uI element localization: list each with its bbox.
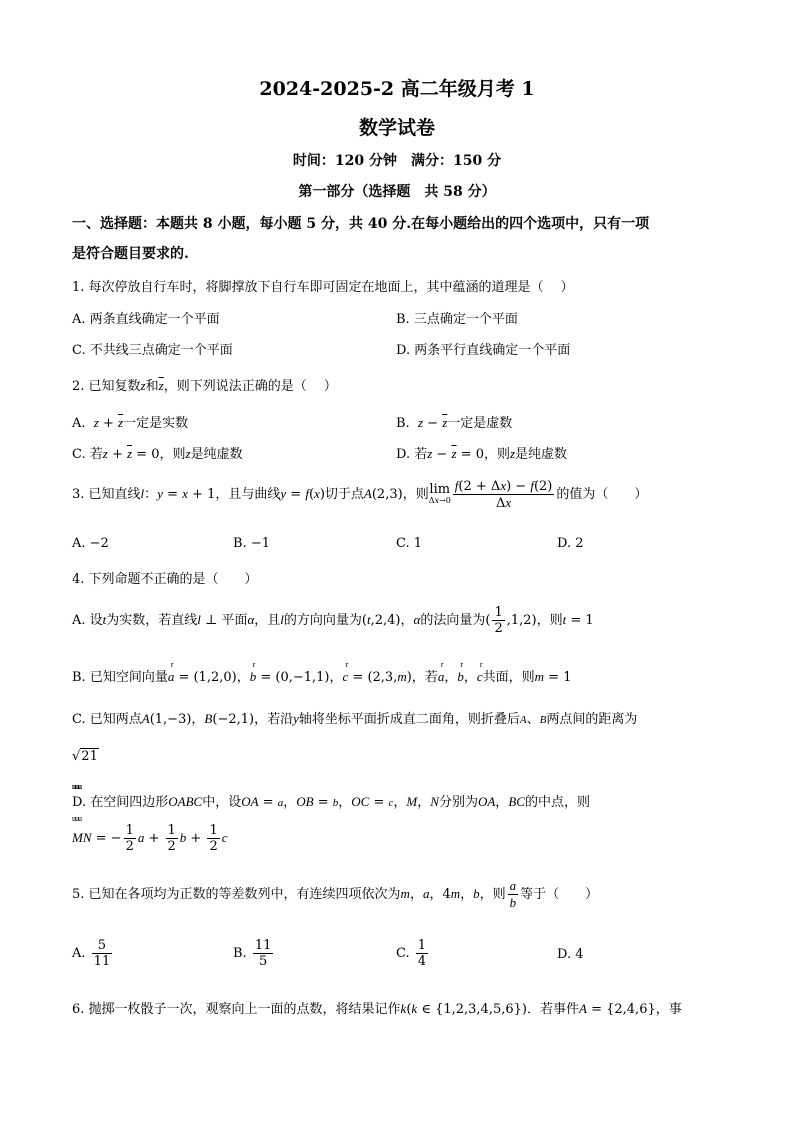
q1-option-d: D. 两条平行直线确定一个平面 [396,343,571,358]
q3-stem: 3. 已知直线l：y = x + 1，且与曲线y = f(x)切于点A(2,3)，则 lim Δx→0 $\frac{f(2 + \Delta x) - f(2)}{\Delta x}$ 的值为（ ） [72,478,648,511]
q3-option-b: B. −1 [233,536,270,551]
q4-option-c: C. 已知两点A(1,−3)，B(−2,1)，若沿y轴将坐标平面折成直二面角，则折叠后A、B两点间的距离为 [72,711,638,727]
q2-option-a: A. $z + \overline{z}$一定是实数 [72,415,189,431]
q4-option-d: D. 在空间四边形OABC中，设uuu OA = a，uuu OB = b，uuu OC = c，M，N分别为OA，BC的中点，则 [72,791,590,810]
q5-option-c: C. $\frac{1}{4}$ [396,938,427,969]
q2-option-d: D. 若$z - \overline{z} = 0$，则z是纯虚数 [396,446,568,462]
q1-stem: 1. 每次停放自行车时，将脚撑放下自行车即可固定在地面上，其中蕴涵的道理是（ ） [72,280,574,295]
part-title: 第一部分（选择题 共 58 分） [298,184,496,200]
q6-stem: 6. 抛掷一枚骰子一次，观察向上一面的点数，将结果记作k(k ∈ {1,2,3,4,5,6})．若事件A = {2,4,6}，事 [72,1001,682,1017]
q4-stem: 4. 下列命题不正确的是（ ） [72,572,258,587]
q2-option-b: B. $z - \overline{z}$一定是虚数 [396,415,513,431]
q1-option-b: B. 三点确定一个平面 [396,312,518,327]
limit-fraction: $\frac{f(2 + \Delta x) - f(2)}{\Delta x}$ [454,478,553,511]
q4-option-c-value: √21 [72,749,98,764]
section-heading-line1: 一、选择题：本题共 8 小题，每小题 5 分，共 40 分.在每小题给出的四个选项中，只有一项 [72,216,650,232]
section-heading-line2: 是符合题目要求的. [72,246,189,262]
q4-option-b: B. 已知空间向量r a = (1,2,0)，r b = (0,−1,1)，r c = (2,3,m)，若r a，r b，r c共面，则m = 1 [72,666,571,685]
limit-symbol: lim Δx→0 [428,481,451,505]
q5-option-a: A. $\frac{5}{11}$ [72,938,111,969]
q3-option-d: D. 2 [557,536,584,551]
exam-subtitle: 数学试卷 [358,117,435,139]
q4-option-d-formula: uuu MN = − $\frac{1}{2}$ a + $\frac{1}{2}$ b + $\frac{1}{2}$ c [72,823,228,854]
exam-time-info: 时间：120 分钟 满分：150 分 [292,153,502,169]
exam-title: 2024-2025-2 高二年级月考 1 [259,78,535,100]
q5-option-b: B. $\frac{11}{5}$ [233,938,272,969]
q3-option-c: C. 1 [396,536,423,551]
q4-option-a: A. 设t为实数，若直线l ⊥ 平面α，且l的方向向量为(t,2,4)，α的法向量为( $\frac{1}{2}$ ,1,2)，则t = 1 [72,605,594,636]
q3-option-a: A. −2 [72,536,109,551]
q1-option-c: C. 不共线三点确定一个平面 [72,343,233,358]
q5-option-d: D. 4 [557,947,584,962]
q1-option-a: A. 两条直线确定一个平面 [72,312,220,327]
q5-stem: 5. 已知在各项均为正数的等差数列中，有连续四项依次为m，a，4m，b，则 $\frac{a}{b}$ 等于（ ） [72,878,599,910]
q2-stem: 2. 已知复数z和$\overline{z}$，则下列说法正确的是（ ） [72,378,337,394]
q2-option-c: C. 若$z + \overline{z} = 0$，则z是纯虚数 [72,446,243,462]
